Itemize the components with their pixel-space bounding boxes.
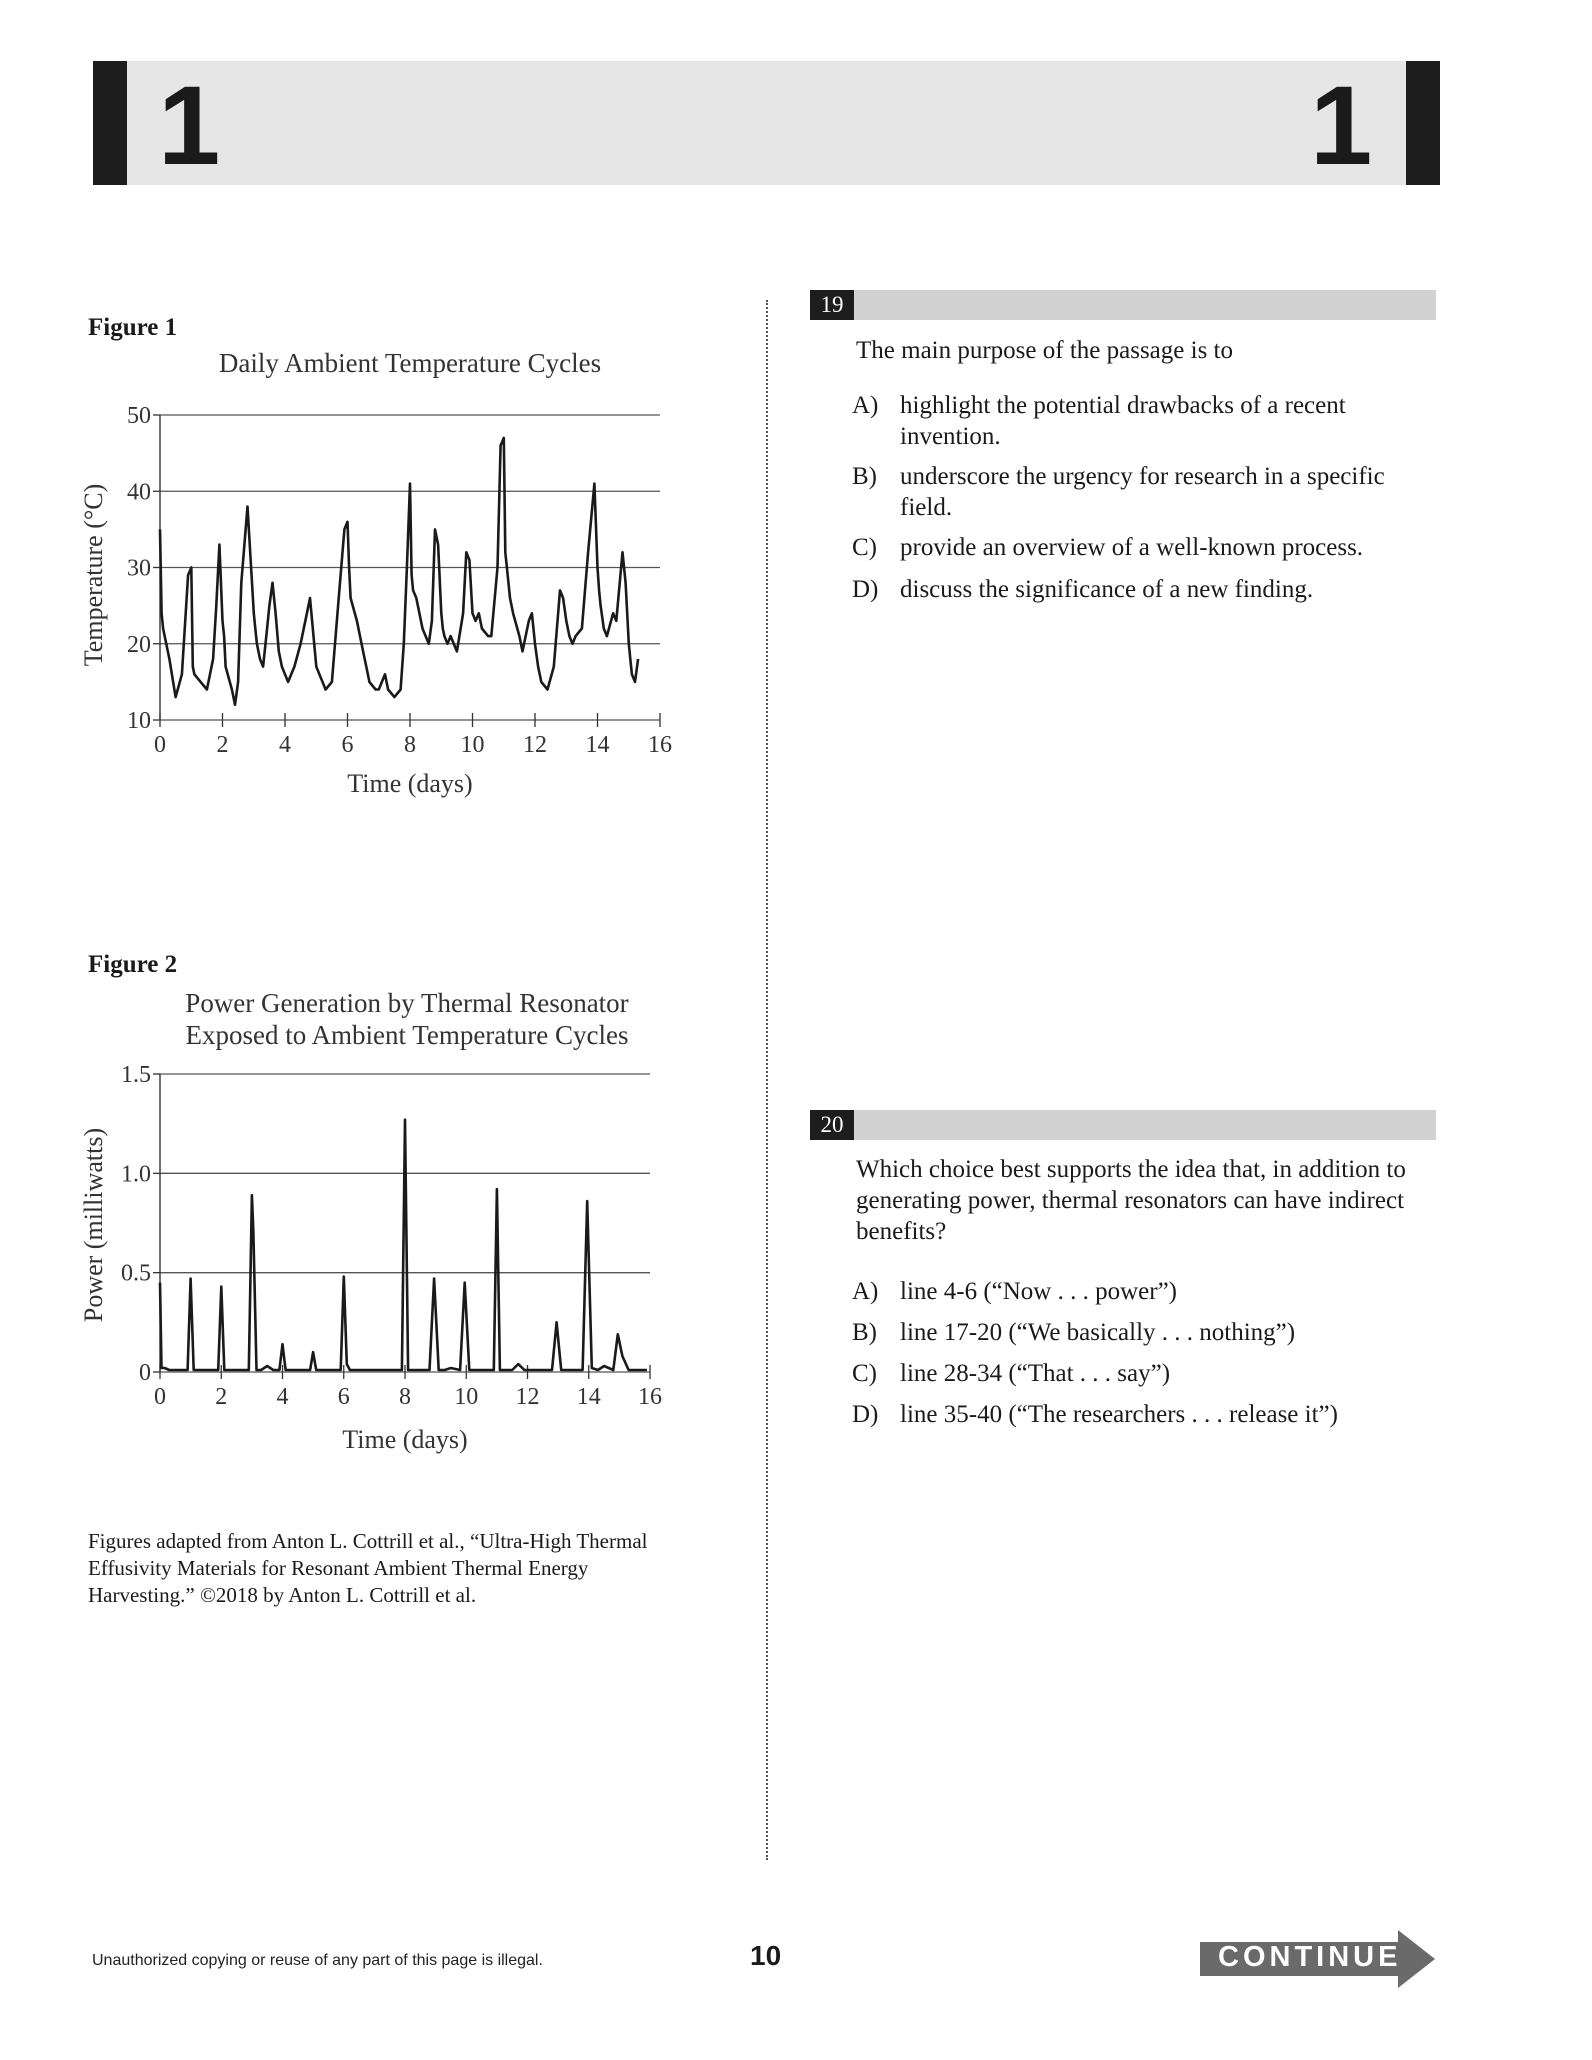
continue-label: CONTINUE — [1218, 1941, 1402, 1973]
x-tick-label: 4 — [276, 1384, 289, 1410]
question-20-choice-a[interactable] — [852, 1276, 1432, 1307]
figure-1-label: Figure 1 — [88, 314, 178, 341]
question-20-number: 20 — [810, 1110, 854, 1140]
question-20-prompt: Which choice best supports the idea that, in addition to generating power, thermal resonators can have indirect benefits? — [856, 1156, 1406, 1245]
figure-2-power-line — [160, 1120, 647, 1370]
column-divider — [766, 300, 768, 1860]
y-tick-label: 1.0 — [121, 1161, 151, 1188]
figure-2-x-axis-label: Time (days) — [342, 1425, 468, 1454]
choice-letter: C) — [852, 534, 877, 561]
figure-1-y-axis-label: Temperature (°C) — [79, 483, 108, 667]
x-tick-label: 0 — [154, 732, 166, 758]
figure-1-temperature-line — [160, 438, 638, 705]
x-tick-label: 14 — [585, 732, 610, 758]
y-tick-label: 0 — [139, 1360, 151, 1386]
choice-text: line 35-40 (“The researchers . . . release it”) — [900, 1401, 1338, 1428]
figure-source-caption: Figures adapted from Anton L. Cottrill et al., “Ultra-High Thermal Effusivity Materials for Resonant Ambient Thermal Energy Harvesting.” ©2018 by Anton L. Cottrill et al. — [88, 1529, 648, 1607]
question-19-choice-a[interactable] — [852, 390, 1432, 452]
choice-text: provide an overview of a well-known process. — [900, 534, 1364, 561]
figure-2-chart — [60, 978, 700, 1478]
choice-letter: A) — [852, 1278, 879, 1305]
x-tick-label: 2 — [216, 732, 229, 758]
figure-1-x-axis-label: Time (days) — [347, 769, 473, 798]
copyright-notice: Unauthorized copying or reuse of any part of this page is illegal. — [92, 1952, 543, 1969]
choice-letter: B) — [852, 1319, 877, 1346]
x-tick-label: 10 — [460, 732, 485, 758]
question-20-choice-d[interactable] — [852, 1399, 1432, 1430]
question-19-header-bar — [810, 290, 1436, 320]
question-19-choice-c[interactable] — [852, 532, 1432, 563]
y-tick-label: 1.5 — [121, 1062, 151, 1088]
choice-letter: B) — [852, 463, 877, 490]
x-tick-label: 0 — [154, 1384, 166, 1410]
choice-letter: C) — [852, 1360, 877, 1387]
figure-2-label: Figure 2 — [88, 951, 178, 978]
x-tick-label: 6 — [337, 1384, 350, 1410]
choice-text: line 4-6 (“Now . . . power”) — [900, 1278, 1177, 1305]
choice-letter: D) — [852, 1401, 879, 1428]
question-19-choice-b[interactable] — [852, 461, 1432, 523]
section-number-right: 1 — [1310, 63, 1373, 188]
x-tick-label: 2 — [215, 1384, 228, 1410]
section-header-band — [93, 61, 1440, 188]
y-tick-label: 20 — [127, 631, 151, 658]
choice-text: discuss the significance of a new finding. — [900, 576, 1314, 603]
section-number-left: 1 — [158, 63, 221, 188]
figure-2-title-line-2: Exposed to Ambient Temperature Cycles — [185, 1020, 629, 1050]
choice-text: line 28-34 (“That . . . say”) — [900, 1360, 1171, 1387]
x-tick-label: 8 — [404, 732, 416, 758]
x-tick-label: 8 — [399, 1384, 411, 1410]
choice-letter: D) — [852, 576, 879, 603]
x-tick-label: 4 — [279, 732, 291, 758]
question-20-header-bar — [810, 1110, 1436, 1140]
choice-text: highlight the potential drawbacks of a recent invention. — [900, 392, 1346, 450]
x-tick-label: 16 — [638, 1384, 662, 1410]
x-tick-label: 16 — [648, 732, 672, 758]
section-header-left-bar — [93, 61, 127, 185]
y-tick-label: 50 — [127, 403, 151, 429]
question-19-prompt: The main purpose of the passage is to — [856, 337, 1233, 364]
figure-1-chart — [60, 340, 700, 820]
figure-2-title-line-1: Power Generation by Thermal Resonator — [185, 988, 629, 1018]
question-19-choice-d[interactable] — [852, 574, 1432, 605]
x-tick-label: 10 — [454, 1384, 479, 1410]
y-tick-label: 10 — [127, 708, 151, 734]
figure-2-y-axis-label: Power (milliwatts) — [79, 1127, 108, 1323]
y-tick-label: 40 — [127, 479, 151, 506]
y-tick-label: 30 — [127, 555, 151, 582]
x-tick-label: 12 — [523, 732, 547, 758]
choice-text: line 17-20 (“We basically . . . nothing”) — [900, 1319, 1296, 1346]
question-20-choice-c[interactable] — [852, 1358, 1432, 1389]
section-header-right-bar — [1406, 61, 1440, 185]
question-19-number: 19 — [810, 290, 854, 320]
choice-letter: A) — [852, 392, 879, 419]
choice-text: underscore the urgency for research in a specific field. — [900, 463, 1385, 521]
x-tick-label: 14 — [576, 1384, 601, 1410]
question-20-choice-b[interactable] — [852, 1317, 1432, 1348]
page-number: 10 — [750, 1940, 782, 1971]
x-tick-label: 6 — [341, 732, 354, 758]
figure-1-title: Daily Ambient Temperature Cycles — [218, 348, 602, 378]
x-tick-label: 12 — [515, 1384, 540, 1410]
y-tick-label: 0.5 — [121, 1260, 151, 1287]
